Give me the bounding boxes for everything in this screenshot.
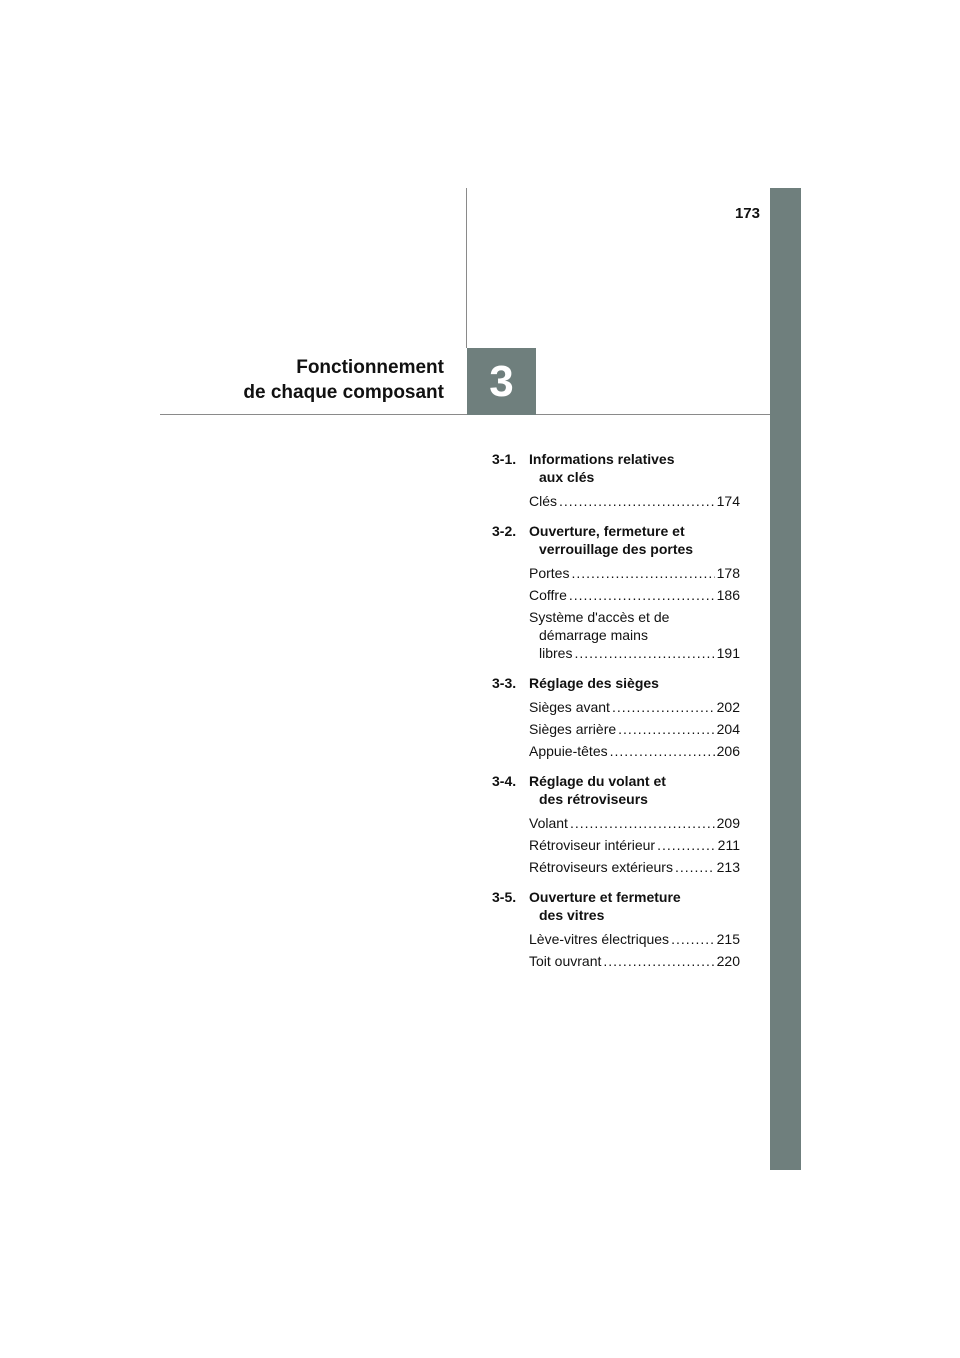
entry-page: 204 (716, 721, 740, 737)
leader-dots (612, 698, 715, 716)
toc-entry[interactable] (529, 812, 740, 834)
entry-text: Clés (529, 493, 558, 509)
entry-page: 174 (716, 493, 740, 509)
section-number: 3-4. (492, 773, 517, 789)
toc-section-3-2[interactable] (492, 522, 740, 558)
horizontal-divider (160, 414, 770, 415)
toc-section-3-1[interactable] (492, 450, 740, 486)
table-of-contents (492, 450, 740, 972)
leader-dots (657, 836, 716, 854)
toc-entry[interactable] (529, 834, 740, 856)
leader-dots (559, 492, 715, 510)
toc-section-3-4[interactable] (492, 772, 740, 808)
section-title-line: aux clés (539, 469, 595, 485)
entry-text: Appuie-têtes (529, 743, 608, 759)
entry-text: Toit ouvrant (529, 953, 602, 969)
page-number: 173 (734, 205, 760, 222)
leader-dots (574, 644, 714, 662)
toc-entry[interactable] (529, 584, 740, 606)
leader-dots (618, 720, 714, 738)
entry-page: 191 (716, 645, 740, 661)
vertical-divider (466, 188, 467, 348)
leader-dots (570, 814, 715, 832)
entry-text: Rétroviseurs extérieurs (529, 859, 673, 875)
entry-text: Volant (529, 815, 568, 831)
section-number: 3-3. (492, 675, 517, 691)
toc-section-3-3[interactable] (492, 674, 740, 692)
chapter-number-box: 3 (467, 348, 536, 415)
section-title-line: Réglage du volant et (529, 773, 666, 789)
section-title (529, 674, 659, 692)
section-title (529, 772, 666, 808)
section-title-line: Ouverture, fermeture et (529, 523, 685, 539)
entry-page: 209 (716, 815, 740, 831)
section-title-line: Réglage des sièges (529, 675, 659, 691)
toc-entry[interactable] (529, 856, 740, 878)
entry-text: Lève-vitres électriques (529, 931, 670, 947)
leader-dots (610, 742, 715, 760)
section-title-line: des rétroviseurs (539, 791, 648, 807)
entry-text: Sièges avant (529, 699, 610, 715)
section-title-line: verrouillage des portes (539, 541, 694, 557)
toc-entry[interactable] (529, 606, 740, 664)
section-title-line: Informations relatives (529, 451, 675, 467)
entry-page: 178 (716, 565, 740, 581)
entry-page: 211 (717, 837, 740, 853)
toc-entry[interactable] (529, 562, 740, 584)
chapter-title (243, 355, 444, 405)
section-title (529, 450, 675, 486)
entry-page: 206 (716, 743, 740, 759)
chapter-title-line2: de chaque composant (243, 382, 444, 403)
toc-entry[interactable] (529, 696, 740, 718)
section-title (529, 522, 693, 558)
section-title (529, 888, 681, 924)
section-title-line: des vitres (539, 907, 605, 923)
toc-entry[interactable] (529, 928, 740, 950)
toc-entry[interactable] (529, 950, 740, 972)
entry-text: libres (539, 645, 573, 661)
leader-dots (675, 858, 715, 876)
leader-dots (603, 952, 714, 970)
toc-entry[interactable] (529, 718, 740, 740)
entry-page: 213 (716, 859, 740, 875)
toc-entry[interactable] (529, 490, 740, 512)
leader-dots (571, 564, 714, 582)
entry-page: 215 (716, 931, 740, 947)
chapter-side-tab (770, 188, 801, 1170)
section-number: 3-5. (492, 889, 517, 905)
section-number: 3-1. (492, 451, 517, 467)
leader-dots (569, 586, 715, 604)
entry-page: 202 (716, 699, 740, 715)
entry-text: Système d'accès et de (529, 609, 670, 625)
entry-text: Rétroviseur intérieur (529, 837, 656, 853)
section-number: 3-2. (492, 523, 517, 539)
leader-dots (671, 930, 715, 948)
entry-text: Portes (529, 565, 570, 581)
entry-page: 186 (716, 587, 740, 603)
toc-section-3-5[interactable] (492, 888, 740, 924)
entry-text: Coffre (529, 587, 567, 603)
entry-text: Sièges arrière (529, 721, 617, 737)
entry-text: démarrage mains (539, 627, 648, 643)
toc-entry[interactable] (529, 740, 740, 762)
chapter-title-line1: Fonctionnement (296, 357, 444, 378)
entry-page: 220 (716, 953, 740, 969)
section-title-line: Ouverture et fermeture (529, 889, 681, 905)
